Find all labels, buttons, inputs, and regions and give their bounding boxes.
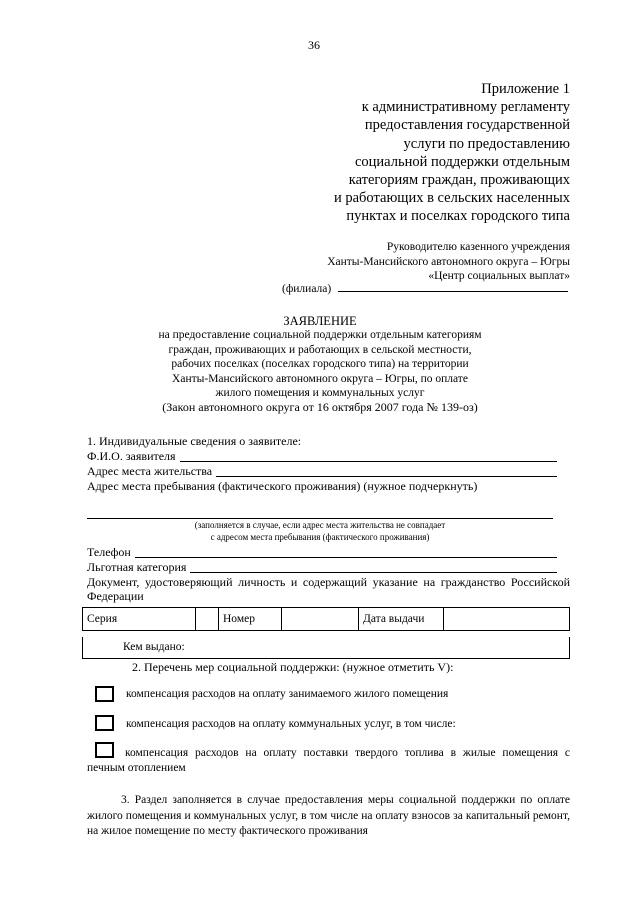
filial-line[interactable] bbox=[338, 291, 568, 292]
phone-field[interactable] bbox=[87, 545, 557, 560]
statement-subtitle-line: Ханты-Мансийского автономного округа – Югры, по оплате bbox=[172, 372, 468, 385]
appendix-line: социальной поддержки отдельным bbox=[354, 153, 570, 170]
addressee-line: Ханты-Мансийского автономного округа – Югры bbox=[327, 255, 570, 268]
category-label: Льготная категория bbox=[87, 560, 187, 574]
stay-address-hint bbox=[0, 519, 640, 543]
option-checkbox-housing[interactable] bbox=[95, 686, 114, 702]
appendix-line: пунктах и поселках городского типа bbox=[346, 208, 570, 225]
address-line[interactable] bbox=[216, 476, 557, 477]
appendix-line: Приложение 1 bbox=[481, 81, 570, 97]
statement-title-block bbox=[0, 314, 640, 415]
section2-heading: 2. Перечень мер социальной поддержки: (нужное отметить V): bbox=[132, 660, 454, 674]
number-label: Номер bbox=[219, 608, 282, 631]
addressee-line: Руководителю казенного учреждения bbox=[386, 241, 570, 253]
appendix-header bbox=[334, 80, 570, 226]
identity-document-table bbox=[82, 607, 570, 631]
filial-label: (филиала) bbox=[282, 283, 332, 295]
option-checkbox-utilities[interactable] bbox=[95, 715, 114, 731]
issued-by-row[interactable] bbox=[82, 637, 570, 659]
appendix-line: услуги по предоставлению bbox=[403, 135, 570, 152]
series-value[interactable] bbox=[196, 608, 219, 631]
fio-field[interactable] bbox=[87, 449, 557, 464]
hint-line: с адресом места пребывания (фактического проживания) bbox=[210, 532, 430, 542]
appendix-line: предоставления государственной bbox=[364, 117, 570, 134]
addressee-line: «Центр социальных выплат» bbox=[428, 270, 570, 282]
category-line[interactable] bbox=[190, 572, 557, 573]
statement-title: ЗАЯВЛЕНИЕ bbox=[283, 314, 357, 328]
addressee-block bbox=[327, 240, 570, 284]
statement-subtitle-line: жилого помещения и коммунальных услуг bbox=[215, 387, 425, 400]
page-number: 36 bbox=[308, 38, 320, 52]
phone-label: Телефон bbox=[87, 545, 131, 559]
section3-text: 3. Раздел заполняется в случае предоставления меры социальной поддержки по оплате жилого помещения и коммунальных услуг, в том числе на оплату взносов за капитальный ремонт, на жилое помещение по месту фактического проживания bbox=[87, 794, 570, 837]
section1-heading: 1. Индивидуальные сведения о заявителе: bbox=[87, 434, 302, 448]
stay-address-label: Адрес места пребывания (фактического проживания) (нужное подчеркнуть) bbox=[87, 479, 478, 493]
option-label-utilities: компенсация расходов на оплату коммунальных услуг, в том числе: bbox=[126, 718, 456, 730]
address-label: Адрес места жительства bbox=[87, 464, 213, 478]
option-label-housing: компенсация расходов на оплату занимаемого жилого помещения bbox=[126, 688, 449, 700]
statement-subtitle-line: рабочих поселках (поселках городского типа) на территории bbox=[171, 358, 469, 371]
statement-subtitle-line: на предоставление социальной поддержки отдельным категориям bbox=[158, 329, 482, 342]
appendix-line: к административному регламенту bbox=[361, 99, 570, 116]
statement-subtitle-line: граждан, проживающих и работающих в сельской местности, bbox=[168, 343, 472, 356]
appendix-line: категориям граждан, проживающих bbox=[348, 172, 570, 189]
address-field[interactable] bbox=[87, 464, 557, 479]
hint-line: (заполняется в случае, если адрес места жительства не совпадает bbox=[194, 520, 446, 530]
issue-date-label: Дата выдачи bbox=[359, 608, 444, 631]
issue-date-value[interactable] bbox=[444, 608, 570, 631]
appendix-line: и работающих в сельских населенных bbox=[333, 190, 570, 207]
fio-label: Ф.И.О. заявителя bbox=[87, 449, 176, 463]
option-label-solid-fuel: компенсация расходов на оплату поставки твердого топлива в жилые помещения с печным отоплением bbox=[87, 747, 570, 774]
fio-line[interactable] bbox=[180, 461, 557, 462]
category-field[interactable] bbox=[87, 560, 557, 575]
statement-subtitle-line: (Закон автономного округа от 16 октября 2007 года № 139-оз) bbox=[162, 400, 478, 415]
identity-document-label: Документ, удостоверяющий личность и содержащий указание на гражданство Российской Федерации bbox=[87, 575, 570, 603]
filial-field[interactable] bbox=[282, 283, 568, 295]
number-value[interactable] bbox=[282, 608, 359, 631]
phone-line[interactable] bbox=[135, 557, 557, 558]
issued-by-label: Кем выдано: bbox=[123, 641, 185, 653]
series-label: Серия bbox=[83, 608, 196, 631]
